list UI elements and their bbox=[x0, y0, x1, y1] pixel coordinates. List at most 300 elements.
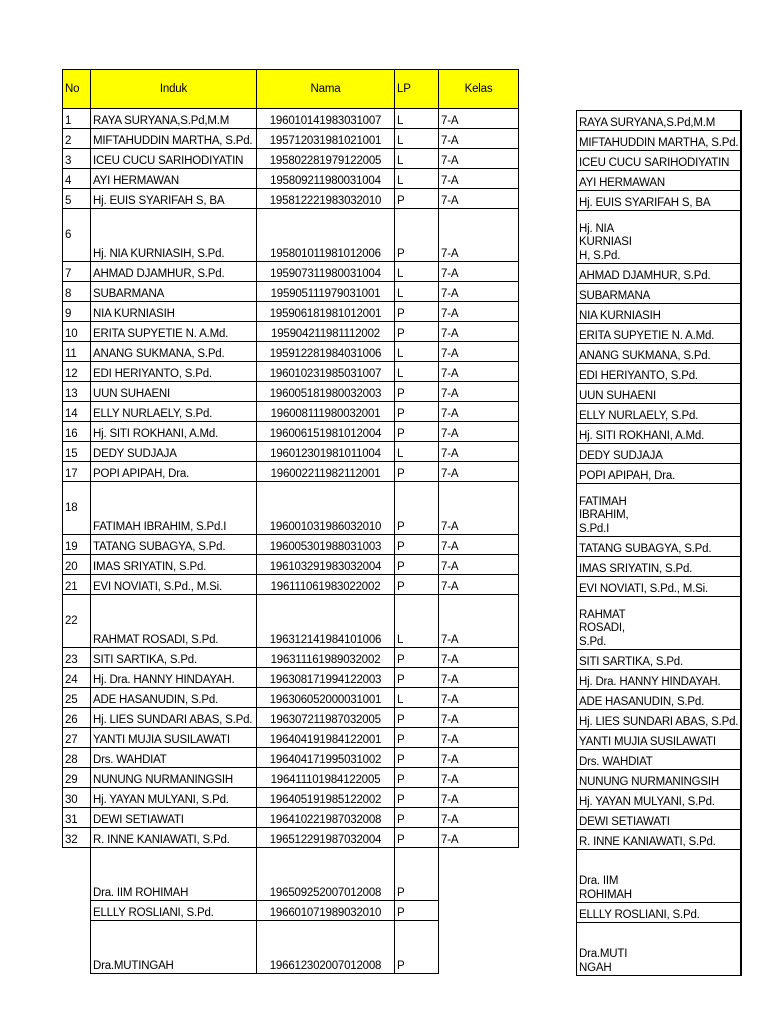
side-name-text: ANANG SUKMANA, S.Pd. bbox=[579, 350, 711, 362]
row-nip[interactable]: 196005181980032003 bbox=[257, 382, 395, 402]
row-number[interactable]: 29 bbox=[63, 768, 91, 788]
side-name-cell[interactable] bbox=[577, 923, 742, 976]
row-nip[interactable]: 196010231985031007 bbox=[257, 362, 395, 382]
row-name[interactable]: MIFTAHUDDIN MARTHA, S.Pd. bbox=[91, 129, 257, 149]
row-name[interactable]: YANTI MUJIA SUSILAWATI bbox=[91, 728, 257, 748]
side-row bbox=[577, 730, 742, 750]
table-row bbox=[63, 262, 519, 282]
row-kelas[interactable]: 7-A bbox=[439, 382, 519, 402]
row-lp[interactable]: P bbox=[395, 482, 439, 535]
row-nip[interactable]: 195812221983032010 bbox=[257, 189, 395, 209]
side-name-cell[interactable] bbox=[577, 810, 742, 830]
side-name-cell[interactable] bbox=[577, 111, 742, 131]
side-name-text: Hj. YAYAN MULYANI, S.Pd. bbox=[579, 796, 715, 808]
row-kelas[interactable]: 7-A bbox=[439, 648, 519, 668]
side-row bbox=[577, 384, 742, 404]
side-name-text: ELLY NURLAELY, S.Pd. bbox=[579, 410, 699, 422]
row-number[interactable]: 6 bbox=[63, 209, 91, 262]
side-name-cell[interactable] bbox=[577, 577, 742, 597]
row-nip[interactable]: 196311161989032002 bbox=[257, 648, 395, 668]
row-name[interactable]: RAYA SURYANA,S.Pd,M.M bbox=[91, 109, 257, 129]
row-number[interactable]: 24 bbox=[63, 668, 91, 688]
row-number[interactable]: 4 bbox=[63, 169, 91, 189]
row-lp[interactable]: L bbox=[395, 129, 439, 149]
row-nip[interactable]: 196012301981011004 bbox=[257, 442, 395, 462]
row-number[interactable]: 19 bbox=[63, 535, 91, 555]
row-name[interactable]: EDI HERIYANTO, S.Pd. bbox=[91, 362, 257, 382]
row-nip[interactable]: 196404171995031002 bbox=[257, 748, 395, 768]
side-name-cell[interactable] bbox=[577, 344, 742, 364]
side-row bbox=[577, 557, 742, 577]
row-kelas[interactable]: 7-A bbox=[439, 808, 519, 828]
side-row bbox=[577, 830, 742, 850]
row-number[interactable]: 1 bbox=[63, 109, 91, 129]
row-lp[interactable]: P bbox=[395, 555, 439, 575]
row-kelas[interactable]: 7-A bbox=[439, 362, 519, 382]
row-lp[interactable]: P bbox=[395, 808, 439, 828]
side-name-text: RAYA SURYANA,S.Pd,M.M bbox=[579, 117, 716, 129]
side-row bbox=[577, 903, 742, 923]
side-row bbox=[577, 790, 742, 810]
row-nip[interactable]: 196001031986032010 bbox=[257, 482, 395, 535]
table-row bbox=[63, 282, 519, 302]
side-name-cell[interactable] bbox=[577, 304, 742, 324]
row-lp[interactable]: L bbox=[395, 169, 439, 189]
row-nip[interactable]: 196008111980032001 bbox=[257, 402, 395, 422]
side-name-cell[interactable] bbox=[577, 670, 742, 690]
row-kelas[interactable]: 7-A bbox=[439, 788, 519, 808]
side-name-cell[interactable] bbox=[577, 424, 742, 444]
row-number[interactable]: 28 bbox=[63, 748, 91, 768]
row-nip[interactable]: 196312141984101006 bbox=[257, 595, 395, 648]
row-kelas[interactable]: 7-A bbox=[439, 828, 519, 848]
teacher-table-body bbox=[63, 70, 519, 974]
row-name[interactable]: ICEU CUCU SARIHODIYATIN bbox=[91, 149, 257, 169]
side-row bbox=[577, 923, 742, 976]
row-name[interactable]: EVI NOVIATI, S.Pd., M.Si. bbox=[91, 575, 257, 595]
side-name-cell[interactable] bbox=[577, 690, 742, 710]
side-row bbox=[577, 750, 742, 770]
extra-row-number[interactable] bbox=[63, 921, 91, 974]
table-row bbox=[63, 209, 519, 262]
row-lp[interactable]: P bbox=[395, 708, 439, 728]
side-name-cell[interactable] bbox=[577, 131, 742, 151]
row-name[interactable]: DEDY SUDJAJA bbox=[91, 442, 257, 462]
table-row bbox=[63, 169, 519, 189]
table-row bbox=[63, 442, 519, 462]
row-nip[interactable]: 195809211980031004 bbox=[257, 169, 395, 189]
side-row bbox=[577, 364, 742, 384]
row-lp[interactable]: L bbox=[395, 442, 439, 462]
row-number[interactable]: 15 bbox=[63, 442, 91, 462]
side-row bbox=[577, 690, 742, 710]
table-row bbox=[63, 768, 519, 788]
side-name-text: MIFTAHUDDIN MARTHA, S.Pd. bbox=[579, 137, 739, 149]
row-nip[interactable]: 196308171994122003 bbox=[257, 668, 395, 688]
side-name-cell[interactable] bbox=[577, 464, 742, 484]
row-kelas[interactable]: 7-A bbox=[439, 555, 519, 575]
row-kelas[interactable]: 7-A bbox=[439, 688, 519, 708]
row-name[interactable]: FATIMAH IBRAHIM, S.Pd.I bbox=[91, 482, 257, 535]
side-name-cell[interactable] bbox=[577, 364, 742, 384]
row-number[interactable]: 31 bbox=[63, 808, 91, 828]
row-nip[interactable]: 196405191985122002 bbox=[257, 788, 395, 808]
row-nip[interactable]: 196103291983032004 bbox=[257, 555, 395, 575]
extra-row-name[interactable]: ELLLY ROSLIANI, S.Pd. bbox=[91, 901, 257, 921]
row-name[interactable]: Drs. WAHDIAT bbox=[91, 748, 257, 768]
table-row bbox=[63, 535, 519, 555]
extra-row-kelas[interactable] bbox=[439, 921, 519, 974]
row-nip[interactable]: 196307211987032005 bbox=[257, 708, 395, 728]
side-name-column-body bbox=[577, 111, 742, 976]
row-lp[interactable]: P bbox=[395, 575, 439, 595]
row-kelas[interactable]: 7-A bbox=[439, 322, 519, 342]
side-name-text: Drs. WAHDIAT bbox=[579, 756, 653, 768]
side-row bbox=[577, 537, 742, 557]
row-nip[interactable]: 195802281979122005 bbox=[257, 149, 395, 169]
side-name-cell[interactable] bbox=[577, 750, 742, 770]
side-row bbox=[577, 424, 742, 444]
row-name[interactable]: TATANG SUBAGYA, S.Pd. bbox=[91, 535, 257, 555]
row-name[interactable]: AHMAD DJAMHUR, S.Pd. bbox=[91, 262, 257, 282]
header-nama[interactable]: Nama bbox=[257, 70, 395, 109]
row-kelas[interactable]: 7-A bbox=[439, 422, 519, 442]
row-number[interactable]: 8 bbox=[63, 282, 91, 302]
table-row bbox=[63, 109, 519, 129]
row-name[interactable]: ADE HASANUDIN, S.Pd. bbox=[91, 688, 257, 708]
side-name-text: YANTI MUJIA SUSILAWATI bbox=[579, 736, 716, 748]
row-kelas[interactable]: 7-A bbox=[439, 189, 519, 209]
extra-row-number[interactable] bbox=[63, 848, 91, 901]
row-lp[interactable]: L bbox=[395, 595, 439, 648]
row-kelas[interactable]: 7-A bbox=[439, 302, 519, 322]
row-number[interactable]: 9 bbox=[63, 302, 91, 322]
row-nip[interactable]: 196404191984122001 bbox=[257, 728, 395, 748]
row-nip[interactable]: 195712031981021001 bbox=[257, 129, 395, 149]
side-name-cell[interactable] bbox=[577, 151, 742, 171]
row-number[interactable]: 18 bbox=[63, 482, 91, 535]
row-number[interactable]: 23 bbox=[63, 648, 91, 668]
table-row bbox=[63, 708, 519, 728]
table-row bbox=[63, 668, 519, 688]
table-row bbox=[63, 322, 519, 342]
side-name-text: Hj. EUIS SYARIFAH S, BA bbox=[579, 197, 711, 209]
row-number[interactable]: 25 bbox=[63, 688, 91, 708]
row-lp[interactable]: P bbox=[395, 728, 439, 748]
side-name-text: R. INNE KANIAWATI, S.Pd. bbox=[579, 836, 716, 848]
extra-row-name[interactable]: Dra.MUTINGAH bbox=[91, 921, 257, 974]
row-name[interactable]: Hj. LIES SUNDARI ABAS, S.Pd. bbox=[91, 708, 257, 728]
side-name-cell[interactable] bbox=[577, 790, 742, 810]
side-name-cell[interactable] bbox=[577, 171, 742, 191]
side-row bbox=[577, 304, 742, 324]
extra-row-lp[interactable]: P bbox=[395, 901, 439, 921]
row-kelas[interactable]: 7-A bbox=[439, 282, 519, 302]
extra-row-kelas[interactable] bbox=[439, 901, 519, 921]
row-number[interactable]: 20 bbox=[63, 555, 91, 575]
side-name-cell[interactable] bbox=[577, 324, 742, 344]
side-name-cell[interactable] bbox=[577, 770, 742, 790]
row-lp[interactable]: P bbox=[395, 422, 439, 442]
row-kelas[interactable]: 7-A bbox=[439, 748, 519, 768]
row-kelas[interactable]: 7-A bbox=[439, 442, 519, 462]
side-name-cell[interactable] bbox=[577, 903, 742, 923]
row-name[interactable]: NIA KURNIASIH bbox=[91, 302, 257, 322]
row-lp[interactable]: P bbox=[395, 788, 439, 808]
row-kelas[interactable]: 7-A bbox=[439, 575, 519, 595]
table-row bbox=[63, 129, 519, 149]
side-row bbox=[577, 710, 742, 730]
row-nip[interactable]: 195801011981012006 bbox=[257, 209, 395, 262]
side-name-text: TATANG SUBAGYA, S.Pd. bbox=[579, 543, 712, 555]
side-name-cell[interactable] bbox=[577, 444, 742, 464]
side-name-text: Hj. SITI ROKHANI, A.Md. bbox=[579, 430, 705, 442]
row-number[interactable]: 10 bbox=[63, 322, 91, 342]
side-row bbox=[577, 484, 742, 537]
row-nip[interactable]: 195912281984031006 bbox=[257, 342, 395, 362]
side-name-text: Hj. NIA KURNIASI H, S.Pd. bbox=[579, 222, 632, 262]
row-nip[interactable]: 196411101984122005 bbox=[257, 768, 395, 788]
side-name-text: ICEU CUCU SARIHODIYATIN bbox=[579, 157, 730, 169]
row-lp[interactable]: L bbox=[395, 282, 439, 302]
row-nip[interactable]: 195905111979031001 bbox=[257, 282, 395, 302]
row-name[interactable]: Hj. EUIS SYARIFAH S, BA bbox=[91, 189, 257, 209]
row-name[interactable]: AYI HERMAWAN bbox=[91, 169, 257, 189]
row-lp[interactable]: P bbox=[395, 535, 439, 555]
extra-row-nip[interactable]: 196601071989032010 bbox=[257, 901, 395, 921]
row-number[interactable]: 14 bbox=[63, 402, 91, 422]
table-row bbox=[63, 788, 519, 808]
row-name[interactable]: SUBARMANA bbox=[91, 282, 257, 302]
side-name-text: Dra.MUTI NGAH bbox=[579, 948, 628, 974]
table-row bbox=[63, 808, 519, 828]
row-name[interactable]: UUN SUHAENI bbox=[91, 382, 257, 402]
table-row bbox=[63, 482, 519, 535]
row-kelas[interactable]: 7-A bbox=[439, 209, 519, 262]
side-name-text: ADE HASANUDIN, S.Pd. bbox=[579, 696, 705, 708]
side-row bbox=[577, 464, 742, 484]
row-lp[interactable]: P bbox=[395, 322, 439, 342]
side-name-cell[interactable] bbox=[577, 264, 742, 284]
side-row bbox=[577, 151, 742, 171]
side-row bbox=[577, 810, 742, 830]
row-kelas[interactable]: 7-A bbox=[439, 149, 519, 169]
row-number[interactable]: 30 bbox=[63, 788, 91, 808]
row-kelas[interactable]: 7-A bbox=[439, 342, 519, 362]
header-no[interactable]: No bbox=[63, 70, 91, 109]
row-nip[interactable]: 196111061983022002 bbox=[257, 575, 395, 595]
side-name-cell[interactable] bbox=[577, 384, 742, 404]
row-kelas[interactable]: 7-A bbox=[439, 169, 519, 189]
side-row bbox=[577, 264, 742, 284]
table-row bbox=[63, 828, 519, 848]
extra-row-nip[interactable]: 196509252007012008 bbox=[257, 848, 395, 901]
row-kelas[interactable]: 7-A bbox=[439, 708, 519, 728]
row-lp[interactable]: P bbox=[395, 748, 439, 768]
row-number[interactable]: 26 bbox=[63, 708, 91, 728]
row-name[interactable]: Hj. SITI ROKHANI, A.Md. bbox=[91, 422, 257, 442]
header-induk[interactable]: Induk bbox=[91, 70, 257, 109]
side-name-cell[interactable] bbox=[577, 850, 742, 903]
row-number[interactable]: 11 bbox=[63, 342, 91, 362]
row-lp[interactable]: P bbox=[395, 302, 439, 322]
row-name[interactable]: DEWI SETIAWATI bbox=[91, 808, 257, 828]
table-row bbox=[63, 302, 519, 322]
extra-row bbox=[63, 848, 519, 901]
row-name[interactable]: SITI SARTIKA, S.Pd. bbox=[91, 648, 257, 668]
row-number[interactable]: 5 bbox=[63, 189, 91, 209]
row-lp[interactable]: P bbox=[395, 648, 439, 668]
side-name-cell[interactable] bbox=[577, 710, 742, 730]
extra-row-name[interactable]: Dra. IIM ROHIMAH bbox=[91, 848, 257, 901]
row-kelas[interactable]: 7-A bbox=[439, 129, 519, 149]
row-nip[interactable]: 195907311980031004 bbox=[257, 262, 395, 282]
row-kelas[interactable]: 7-A bbox=[439, 728, 519, 748]
side-row bbox=[577, 850, 742, 903]
side-name-text: NUNUNG NURMANINGSIH bbox=[579, 776, 719, 788]
side-name-text: EVI NOVIATI, S.Pd., M.Si. bbox=[579, 583, 708, 595]
extra-row-number[interactable] bbox=[63, 901, 91, 921]
side-name-cell[interactable] bbox=[577, 404, 742, 424]
side-name-cell[interactable] bbox=[577, 191, 742, 211]
row-name[interactable]: ERITA SUPYETIE N. A.Md. bbox=[91, 322, 257, 342]
side-name-text: AHMAD DJAMHUR, S.Pd. bbox=[579, 270, 711, 282]
row-kelas[interactable]: 7-A bbox=[439, 262, 519, 282]
extra-row-kelas[interactable] bbox=[439, 848, 519, 901]
table-row bbox=[63, 748, 519, 768]
side-name-text: SUBARMANA bbox=[579, 290, 651, 302]
row-number[interactable]: 13 bbox=[63, 382, 91, 402]
side-row bbox=[577, 211, 742, 264]
side-name-cell[interactable] bbox=[577, 597, 742, 650]
row-number[interactable]: 27 bbox=[63, 728, 91, 748]
row-kelas[interactable]: 7-A bbox=[439, 595, 519, 648]
side-row bbox=[577, 577, 742, 597]
side-name-cell[interactable] bbox=[577, 484, 742, 537]
row-nip[interactable]: 196306052000031001 bbox=[257, 688, 395, 708]
row-lp[interactable]: P bbox=[395, 828, 439, 848]
row-number[interactable]: 7 bbox=[63, 262, 91, 282]
row-name[interactable]: R. INNE KANIAWATI, S.Pd. bbox=[91, 828, 257, 848]
row-name[interactable]: Hj. Dra. HANNY HINDAYAH. bbox=[91, 668, 257, 688]
row-number[interactable]: 3 bbox=[63, 149, 91, 169]
row-lp[interactable]: P bbox=[395, 462, 439, 482]
side-name-text: ELLLY ROSLIANI, S.Pd. bbox=[579, 909, 700, 921]
row-name[interactable]: Hj. YAYAN MULYANI, S.Pd. bbox=[91, 788, 257, 808]
extra-row bbox=[63, 901, 519, 921]
row-name[interactable]: NUNUNG NURMANINGSIH bbox=[91, 768, 257, 788]
header-kelas[interactable]: Kelas bbox=[439, 70, 519, 109]
row-lp[interactable]: L bbox=[395, 688, 439, 708]
row-name[interactable]: Hj. NIA KURNIASIH, S.Pd. bbox=[91, 209, 257, 262]
side-row bbox=[577, 770, 742, 790]
row-kelas[interactable]: 7-A bbox=[439, 109, 519, 129]
row-lp[interactable]: P bbox=[395, 382, 439, 402]
extra-row-lp[interactable]: P bbox=[395, 921, 439, 974]
row-lp[interactable]: P bbox=[395, 402, 439, 422]
row-kelas[interactable]: 7-A bbox=[439, 535, 519, 555]
side-name-cell[interactable] bbox=[577, 650, 742, 670]
row-number[interactable]: 2 bbox=[63, 129, 91, 149]
row-nip[interactable]: 196006151981012004 bbox=[257, 422, 395, 442]
extra-row-lp[interactable]: P bbox=[395, 848, 439, 901]
main-table-region bbox=[62, 69, 519, 974]
row-nip[interactable]: 196512291987032004 bbox=[257, 828, 395, 848]
side-row bbox=[577, 597, 742, 650]
row-name[interactable]: POPI APIPAH, Dra. bbox=[91, 462, 257, 482]
row-kelas[interactable]: 7-A bbox=[439, 482, 519, 535]
row-kelas[interactable]: 7-A bbox=[439, 462, 519, 482]
row-lp[interactable]: P bbox=[395, 668, 439, 688]
row-number[interactable]: 16 bbox=[63, 422, 91, 442]
side-name-cell[interactable] bbox=[577, 730, 742, 750]
side-name-text: NIA KURNIASIH bbox=[579, 310, 661, 322]
side-name-column bbox=[576, 110, 742, 976]
row-lp[interactable]: P bbox=[395, 209, 439, 262]
header-lp[interactable]: LP bbox=[395, 70, 439, 109]
side-name-text: UUN SUHAENI bbox=[579, 390, 657, 402]
row-nip[interactable]: 196002211982112001 bbox=[257, 462, 395, 482]
table-row bbox=[63, 402, 519, 422]
side-row bbox=[577, 284, 742, 304]
row-number[interactable]: 12 bbox=[63, 362, 91, 382]
side-row bbox=[577, 171, 742, 191]
row-lp[interactable]: L bbox=[395, 109, 439, 129]
row-kelas[interactable]: 7-A bbox=[439, 668, 519, 688]
row-name[interactable]: RAHMAT ROSADI, S.Pd. bbox=[91, 595, 257, 648]
row-nip[interactable]: 196005301988031003 bbox=[257, 535, 395, 555]
row-nip[interactable]: 196010141983031007 bbox=[257, 109, 395, 129]
side-name-text: Dra. IIM ROHIMAH bbox=[579, 875, 632, 901]
table-row bbox=[63, 189, 519, 209]
row-nip[interactable]: 195906181981012001 bbox=[257, 302, 395, 322]
row-lp[interactable]: P bbox=[395, 189, 439, 209]
row-number[interactable]: 32 bbox=[63, 828, 91, 848]
side-row bbox=[577, 111, 742, 131]
side-name-cell[interactable] bbox=[577, 537, 742, 557]
row-lp[interactable]: P bbox=[395, 768, 439, 788]
row-number[interactable]: 22 bbox=[63, 595, 91, 648]
side-name-text: DEWI SETIAWATI bbox=[579, 816, 670, 828]
side-name-cell[interactable] bbox=[577, 284, 742, 304]
row-lp[interactable]: L bbox=[395, 149, 439, 169]
row-number[interactable]: 21 bbox=[63, 575, 91, 595]
side-name-text: SITI SARTIKA, S.Pd. bbox=[579, 656, 683, 668]
row-number[interactable]: 17 bbox=[63, 462, 91, 482]
table-row bbox=[63, 728, 519, 748]
table-row bbox=[63, 688, 519, 708]
extra-row-nip[interactable]: 196612302007012008 bbox=[257, 921, 395, 974]
row-lp[interactable]: L bbox=[395, 362, 439, 382]
row-nip[interactable]: 195904211981112002 bbox=[257, 322, 395, 342]
side-name-text: Hj. Dra. HANNY HINDAYAH. bbox=[579, 676, 721, 688]
row-name[interactable]: ANANG SUKMANA, S.Pd. bbox=[91, 342, 257, 362]
row-lp[interactable]: L bbox=[395, 342, 439, 362]
side-name-cell[interactable] bbox=[577, 830, 742, 850]
row-kelas[interactable]: 7-A bbox=[439, 402, 519, 422]
row-nip[interactable]: 196410221987032008 bbox=[257, 808, 395, 828]
side-name-cell[interactable] bbox=[577, 211, 742, 264]
side-row bbox=[577, 131, 742, 151]
row-lp[interactable]: L bbox=[395, 262, 439, 282]
row-name[interactable]: ELLY NURLAELY, S.Pd. bbox=[91, 402, 257, 422]
row-kelas[interactable]: 7-A bbox=[439, 768, 519, 788]
table-row bbox=[63, 382, 519, 402]
table-row bbox=[63, 555, 519, 575]
row-name[interactable]: IMAS SRIYATIN, S.Pd. bbox=[91, 555, 257, 575]
side-column-region bbox=[576, 110, 742, 976]
side-name-cell[interactable] bbox=[577, 557, 742, 577]
